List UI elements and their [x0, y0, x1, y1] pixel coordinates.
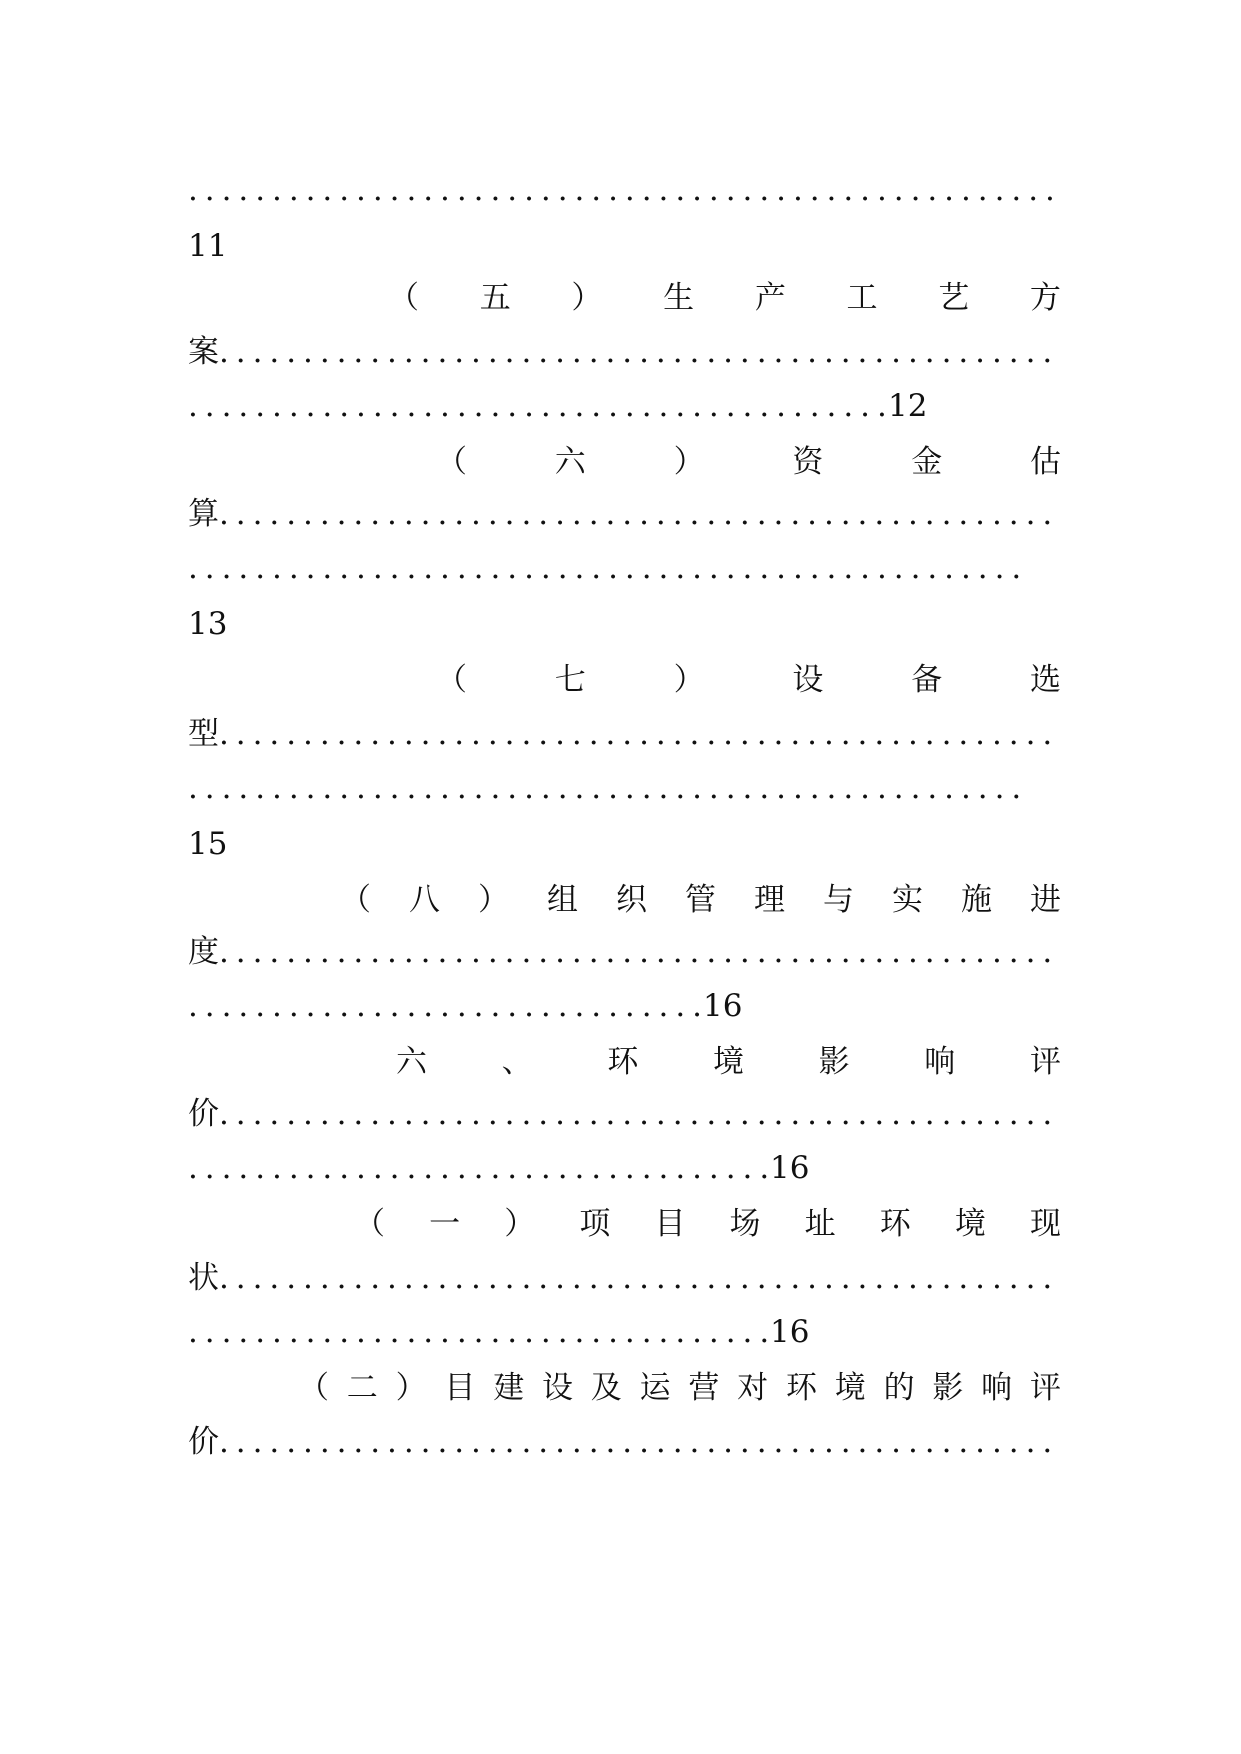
toc-dot-leader-line	[188, 376, 928, 436]
title-char: 组	[547, 882, 578, 918]
title-char: 金	[911, 444, 943, 480]
title-char: 五	[479, 280, 511, 316]
title-char: 对	[737, 1370, 769, 1406]
toc-entry-title	[436, 432, 1061, 492]
page-number: 16	[770, 1314, 810, 1350]
title-char: 、	[501, 1044, 533, 1080]
title-char: 址	[804, 1206, 836, 1242]
title-char: （	[388, 280, 419, 316]
toc-dot-leader-line	[188, 758, 1028, 818]
toc-dot-leader-line	[188, 1138, 813, 1198]
toc-dot-leader-line	[188, 160, 1061, 220]
title-char: 设	[792, 662, 824, 698]
dot-leader	[188, 770, 1028, 806]
title-char: 响	[981, 1370, 1013, 1406]
title-char: 进	[1030, 882, 1061, 918]
title-char: 项	[579, 1206, 611, 1242]
title-char: 一	[429, 1206, 461, 1242]
page-number: 11	[188, 228, 228, 264]
title-char: 估	[1029, 444, 1061, 480]
lead-char: 状	[188, 1260, 219, 1296]
title-char: 环	[785, 1370, 817, 1406]
dot-leader	[188, 1314, 770, 1350]
toc-entry-title	[388, 268, 1061, 328]
title-char: （	[436, 662, 467, 698]
title-char: 六	[396, 1044, 427, 1080]
title-char: 管	[685, 882, 716, 918]
dot-leader	[219, 716, 1061, 752]
dot-leader	[219, 1260, 1061, 1296]
title-char: 工	[846, 280, 878, 316]
title-char: 选	[1029, 662, 1061, 698]
title-char: 运	[639, 1370, 671, 1406]
title-char: 营	[688, 1370, 720, 1406]
toc-entry-title	[436, 650, 1061, 710]
lead-char: 价	[188, 1424, 219, 1460]
title-char: ）	[478, 882, 509, 918]
title-char: 境	[712, 1044, 744, 1080]
toc-entry-lead	[188, 922, 1061, 982]
title-char: ）	[395, 1370, 427, 1406]
title-char: 七	[554, 662, 586, 698]
dot-leader	[188, 388, 888, 424]
title-char: 目	[444, 1370, 476, 1406]
toc-entry-lead	[188, 704, 1061, 764]
toc-page-number-line	[188, 594, 1061, 654]
dot-leader	[188, 1150, 770, 1186]
dot-leader	[188, 172, 1061, 208]
title-char: 环	[879, 1206, 911, 1242]
title-char: 场	[729, 1206, 761, 1242]
toc-entry-lead	[188, 484, 1061, 544]
title-char: 备	[911, 662, 943, 698]
dot-leader	[188, 988, 703, 1024]
title-char: 理	[754, 882, 785, 918]
title-char: 境	[954, 1206, 986, 1242]
title-char: 艺	[938, 280, 970, 316]
title-char: （	[298, 1370, 329, 1406]
title-char: （	[354, 1206, 385, 1242]
dot-leader	[219, 934, 1061, 970]
title-char: 织	[616, 882, 647, 918]
title-char: 八	[409, 882, 440, 918]
page-number: 16	[703, 988, 743, 1024]
title-char: 生	[663, 280, 695, 316]
page-number: 15	[188, 826, 228, 862]
title-char: 评	[1029, 1370, 1061, 1406]
dot-leader	[219, 334, 1061, 370]
toc-entry-title	[340, 870, 1061, 930]
title-char: 资	[792, 444, 824, 480]
lead-char: 算	[188, 496, 219, 532]
dot-leader	[219, 1096, 1061, 1132]
title-char: ）	[673, 662, 705, 698]
lead-char: 案	[188, 334, 219, 370]
title-char: 的	[883, 1370, 915, 1406]
title-char: （	[436, 444, 467, 480]
page-number: 13	[188, 606, 228, 642]
lead-char: 度	[188, 934, 219, 970]
title-char: 评	[1029, 1044, 1061, 1080]
title-char: 实	[892, 882, 923, 918]
toc-entry-title	[354, 1194, 1061, 1254]
page-number: 16	[770, 1150, 810, 1186]
lead-char: 价	[188, 1096, 219, 1132]
toc-entry-title	[298, 1358, 1061, 1418]
title-char: 施	[961, 882, 992, 918]
toc-dot-leader-line	[188, 976, 748, 1036]
title-char: 建	[493, 1370, 525, 1406]
lead-char: 型	[188, 716, 219, 752]
title-char: 及	[590, 1370, 622, 1406]
toc-entry-lead	[188, 1248, 1061, 1308]
title-char: 影	[818, 1044, 850, 1080]
dot-leader	[188, 550, 1028, 586]
title-char: 境	[834, 1370, 866, 1406]
toc-entry-lead	[188, 1084, 1061, 1144]
title-char: 方	[1029, 280, 1061, 316]
title-char: 影	[932, 1370, 964, 1406]
page-number: 12	[888, 388, 928, 424]
toc-entry-lead	[188, 322, 1061, 382]
toc-dot-leader-line	[188, 538, 1028, 598]
title-char: 与	[823, 882, 854, 918]
dot-leader	[219, 496, 1061, 532]
toc-dot-leader-line	[188, 1302, 813, 1362]
title-char: 目	[654, 1206, 686, 1242]
title-char: ）	[673, 444, 705, 480]
title-char: （	[340, 882, 371, 918]
title-char: 六	[554, 444, 586, 480]
title-char: 环	[607, 1044, 639, 1080]
toc-entry-lead	[188, 1412, 1061, 1472]
title-char: ）	[504, 1206, 536, 1242]
dot-leader	[219, 1424, 1061, 1460]
toc-page-number-line	[188, 216, 1061, 276]
title-char: 二	[346, 1370, 378, 1406]
title-char: ）	[571, 280, 603, 316]
title-char: 现	[1029, 1206, 1061, 1242]
title-char: 设	[541, 1370, 573, 1406]
title-char: 响	[924, 1044, 956, 1080]
title-char: 产	[754, 280, 786, 316]
toc-entry-title	[396, 1032, 1061, 1092]
toc-page-number-line	[188, 814, 1061, 874]
